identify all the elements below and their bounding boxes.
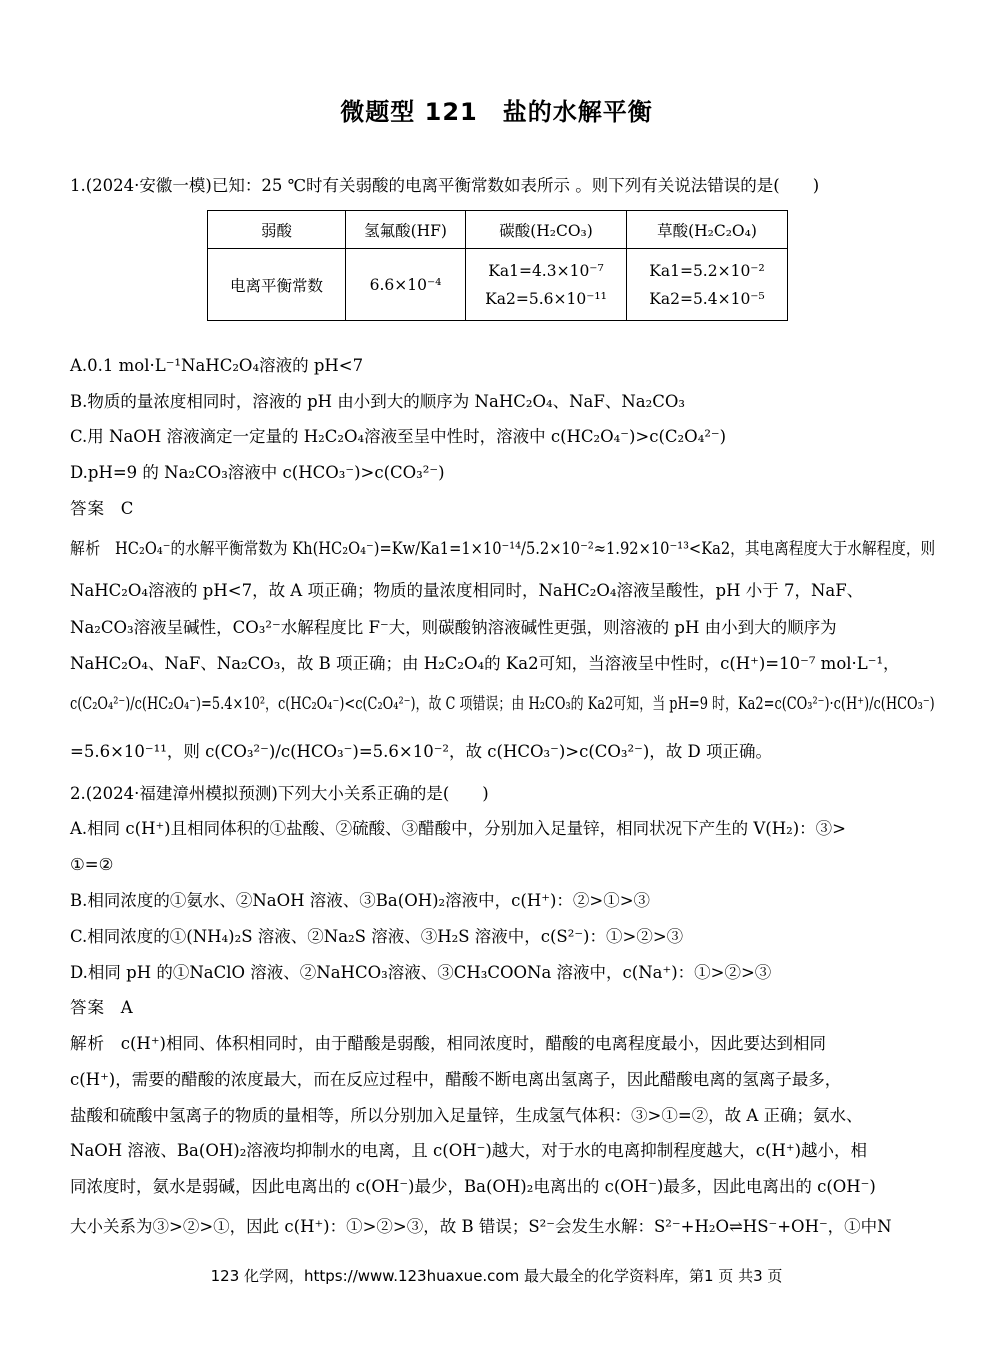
- table-header-h2c2o4: 草酸(H₂C₂O₄): [627, 211, 788, 249]
- answer-value: A: [120, 998, 133, 1017]
- analysis-text: HC₂O₄⁻的水解平衡常数为 Kh(HC₂O₄⁻)=Kw/Ka1=1×10⁻¹⁴/5.2×10⁻²≈1.92×10⁻¹³<Ka2，其电离程度大于水解程度，则: [115, 539, 936, 558]
- table-row-label: 电离平衡常数: [208, 249, 346, 321]
- q1-option-d: D.pH=9 的 Na₂CO₃溶液中 c(HCO₃⁻)>c(CO₃²⁻): [70, 463, 445, 482]
- h2c2o4-ka2: Ka2=5.4×10⁻⁵: [649, 289, 765, 308]
- q1-option-c: C.用 NaOH 溶液滴定一定量的 H₂C₂O₄溶液至呈中性时，溶液中 c(HC₂O₄⁻)>c(C₂O₄²⁻): [70, 427, 727, 446]
- table-header-h2co3: 碳酸(H₂CO₃): [466, 211, 627, 249]
- analysis-label: 解析: [70, 539, 102, 558]
- page-footer: 123 化学网，https://www.123huaxue.com 最大最全的化学资料库，第1 页 共3 页: [210, 1267, 783, 1285]
- q2-option-a-line-2: ①=②: [70, 855, 114, 874]
- answer-label: 答案: [70, 499, 105, 518]
- table-cell-h2co3-ka: [466, 249, 627, 321]
- h2c2o4-ka1: Ka1=5.2×10⁻²: [649, 261, 765, 280]
- q1-analysis-line-2: NaHC₂O₄溶液的 pH<7，故 A 项正确；物质的量浓度相同时，NaHC₂O₄溶液呈酸性，pH 小于 7，NaF、: [70, 581, 864, 600]
- answer-label: 答案: [70, 998, 105, 1017]
- ionization-constant-table: [207, 210, 788, 321]
- analysis-label: 解析: [70, 1034, 105, 1053]
- q1-option-a: A.0.1 mol·L⁻¹NaHC₂O₄溶液的 pH<7: [70, 356, 364, 375]
- q1-analysis-line-4: NaHC₂O₄、NaF、Na₂CO₃，故 B 项正确；由 H₂C₂O₄的 Ka2可知，当溶液呈中性时，c(H⁺)=10⁻⁷ mol·L⁻¹，: [70, 654, 900, 673]
- q2-option-c: C.相同浓度的①(NH₄)₂S 溶液、②Na₂S 溶液、③H₂S 溶液中，c(S²⁻)：①>②>③: [70, 927, 684, 946]
- q2-analysis-line-6: 大小关系为③>②>①，因此 c(H⁺)：①>②>③，故 B 错误；S²⁻会发生水解：S²⁻+H₂O⇌HS⁻+OH⁻，①中N: [70, 1217, 892, 1236]
- q2-option-d: D.相同 pH 的①NaClO 溶液、②NaHCO₃溶液、③CH₃COONa 溶液中，c(Na⁺)：①>②>③: [70, 963, 772, 982]
- h2co3-ka1: Ka1=4.3×10⁻⁷: [488, 261, 604, 280]
- q1-analysis-line-3: Na₂CO₃溶液呈碱性，CO₃²⁻水解程度比 F⁻大，则碳酸钠溶液碱性更强，则溶液的 pH 由小到大的顺序为: [70, 618, 837, 637]
- q2-option-b: B.相同浓度的①氨水、②NaOH 溶液、③Ba(OH)₂溶液中，c(H⁺)：②>①>③: [70, 891, 651, 910]
- q2-answer: [70, 997, 133, 1019]
- q2-stem: 2.(2024·福建漳州模拟预测)下列大小关系正确的是( ): [70, 784, 489, 803]
- page-title: 微题型 121 盐的水解平衡: [340, 98, 653, 126]
- table-header-weak-acid: 弱酸: [208, 211, 346, 249]
- answer-value: C: [120, 499, 134, 518]
- analysis-text: c(H⁺)相同、体积相同时，由于醋酸是弱酸，相同浓度时，醋酸的电离程度最小，因此要达到相同: [120, 1034, 826, 1053]
- q1-stem: 1.(2024·安徽一模)已知：25 ℃时有关弱酸的电离平衡常数如表所示 。则下列有关说法错误的是( ): [70, 176, 820, 195]
- h2co3-ka2: Ka2=5.6×10⁻¹¹: [485, 289, 607, 308]
- q1-analysis-line-5: c(C₂O₄²⁻)/c(HC₂O₄⁻)=5.4×10²，c(HC₂O₄⁻)<c(C₂O₄²⁻)，故 C 项错误；由 H₂CO₃的 Ka2可知，当 pH=9 时，Ka2=c(CO₃²⁻)·c(H⁺)/c(HCO₃⁻): [70, 694, 935, 713]
- table-cell-h2c2o4-ka: [627, 249, 788, 321]
- q1-option-b: B.物质的量浓度相同时，溶液的 pH 由小到大的顺序为 NaHC₂O₄、NaF、Na₂CO₃: [70, 392, 685, 411]
- q2-analysis-line-3: 盐酸和硫酸中氢离子的物质的量相等，所以分别加入足量锌，生成氢气体积：③>①=②，故 A 正确；氨水、: [70, 1106, 863, 1125]
- q1-answer: [70, 498, 133, 520]
- table-cell-hf-ka: 6.6×10⁻⁴: [346, 249, 466, 321]
- q2-analysis-line-5: 同浓度时，氨水是弱碱，因此电离出的 c(OH⁻)最少，Ba(OH)₂电离出的 c(OH⁻)最多，因此电离出的 c(OH⁻): [70, 1177, 876, 1196]
- q2-analysis-line-1: [70, 1033, 826, 1055]
- q1-analysis-line-1: [70, 538, 935, 560]
- q1-analysis-line-6: =5.6×10⁻¹¹，则 c(CO₃²⁻)/c(HCO₃⁻)=5.6×10⁻²，故 c(HCO₃⁻)>c(CO₃²⁻)，故 D 项正确。: [70, 742, 772, 761]
- q2-option-a-line-1: A.相同 c(H⁺)且相同体积的①盐酸、②硫酸、③醋酸中，分别加入足量锌，相同状况下产生的 V(H₂)：③>: [70, 819, 846, 838]
- q2-analysis-line-4: NaOH 溶液、Ba(OH)₂溶液均抑制水的电离，且 c(OH⁻)越大，对于水的电离抑制程度越大，c(H⁺)越小，相: [70, 1141, 868, 1160]
- table-header-hf: 氢氟酸(HF): [346, 211, 466, 249]
- q2-analysis-line-2: c(H⁺)，需要的醋酸的浓度最大，而在反应过程中，醋酸不断电离出氢离子，因此醋酸电离的氢离子最多，: [70, 1070, 842, 1089]
